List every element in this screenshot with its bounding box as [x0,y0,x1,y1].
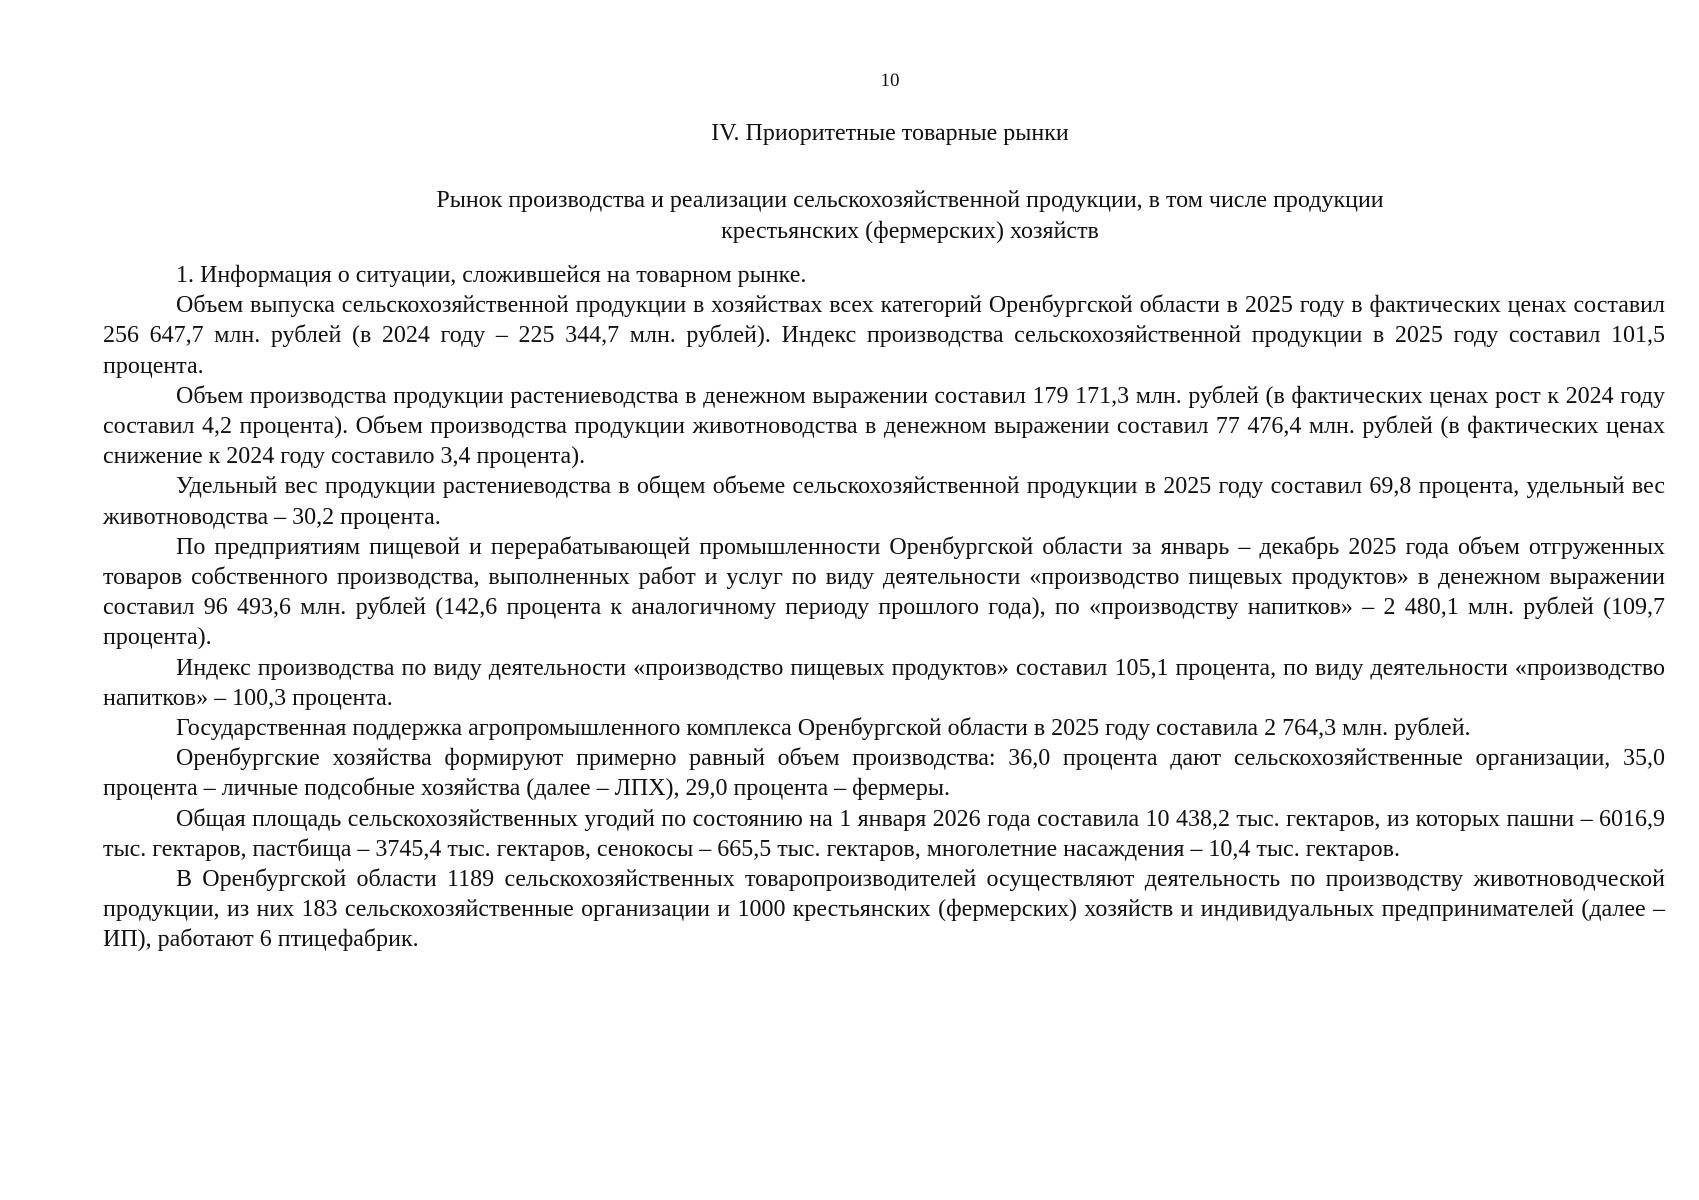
paragraph-state-support: Государственная поддержка агропромышленного комплекса Оренбургской области в 2025 году составила 2 764,3 млн. рублей. [176,715,1471,742]
paragraph-producers: В Оренбургской области 1189 сельскохозяйственных товаропроизводителей осуществляют деятельность по производству животноводческой продукции, из них 183 сельскохозяйственные организации и 1000 крестьянских (фермерских) хозяйств и индивидуальных предпринимателей (далее – ИП), работают 6 птицефабрик. [103,866,1665,953]
section-title: IV. Приоритетные товарные рынки [711,120,1069,146]
paragraph-output-volume: Объем выпуска сельскохозяйственной продукции в хозяйствах всех категорий Оренбургской области в 2025 году в фактических ценах составил 256 647,7 млн. рублей (в 2024 году – 225 344,7 млн. рублей). Индекс производства сельскохозяйственной продукции в 2025 году составил 101,5 процента. [103,292,1665,379]
paragraph-share: Удельный вес продукции растениеводства в общем объеме сельскохозяйственной продукции в 2025 году составил 69,8 процента, удельный вес животноводства – 30,2 процента. [103,473,1665,530]
market-title-line-2: крестьянских (фермерских) хозяйств [721,218,1099,244]
paragraph-farm-structure: Оренбургские хозяйства формируют примерно равный объем производства: 36,0 процента дают сельскохозяйственные организации, 35,0 процента – личные подсобные хозяйства (далее – ЛПХ), 29,0 процента – фермеры. [103,745,1665,802]
paragraph-crop-livestock: Объем производства продукции растениеводства в денежном выражении составил 179 171,3 млн. рублей (в фактических ценах рост к 2024 году составил 4,2 процента). Объем производства продукции животноводства в денежном выражении составил 77 476,4 млн. рублей (в фактических ценах снижение к 2024 году составило 3,4 процента). [103,382,1665,470]
paragraph-info-heading: 1. Информация о ситуации, сложившейся на товарном рынке. [176,262,807,288]
body-text [103,260,1665,955]
market-title-line-1: Рынок производства и реализации сельскохозяйственной продукции, в том числе продукции [436,187,1384,213]
market-title [300,185,1520,247]
paragraph-land-area: Общая площадь сельскохозяйственных угодий по состоянию на 1 января 2026 года составила 10 438,2 тыс. гектаров, из которых пашни – 6016,9 тыс. гектаров, пастбища – 3745,4 тыс. гектаров, сенокосы – 665,5 тыс. гектаров, многолетние насаждения – 10,4 тыс. гектаров. [103,805,1665,862]
paragraph-food-industry: По предприятиям пищевой и перерабатывающей промышленности Оренбургской области за январь – декабрь 2025 года объем отгруженных товаров собственного производства, выполненных работ и услуг по виду деятельности «производство пищевых продуктов» в денежном выражении составил 96 493,6 млн. рублей (142,6 процента к аналогичному периоду прошлого года), по «производству напитков» – 2 480,1 млн. рублей (109,7 процента). [103,533,1665,651]
page-number: 10 [880,70,900,91]
paragraph-production-index: Индекс производства по виду деятельности «производство пищевых продуктов» составил 105,1 процента, по виду деятельности «производство напитков» – 100,3 процента. [103,654,1665,711]
